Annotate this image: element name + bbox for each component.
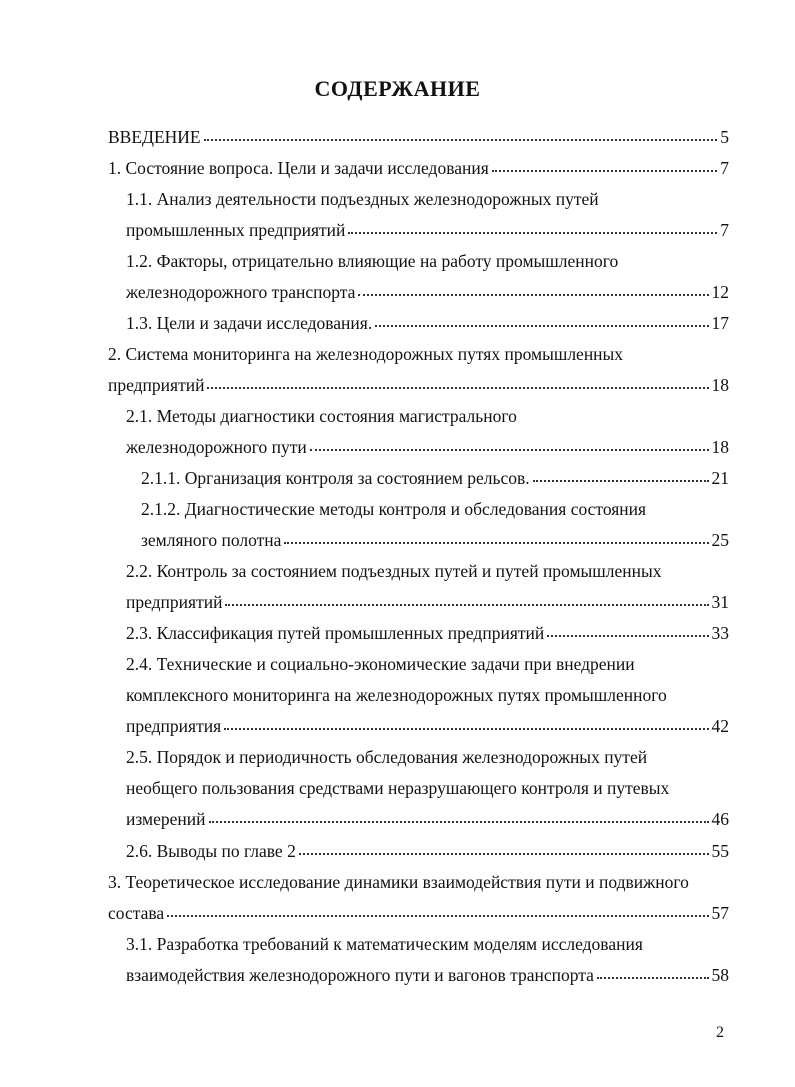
toc-page-number: 46	[711, 809, 729, 829]
toc-entry-text-line: 3.1. Разработка требований к математическим моделям исследования	[126, 934, 643, 954]
dot-leader	[225, 590, 708, 606]
toc-entry-text-line: комплексного мониторинга на железнодорожных путях промышленного	[126, 685, 667, 705]
toc-page-number: 18	[711, 375, 729, 395]
dot-leader	[310, 435, 709, 451]
dot-leader	[204, 125, 718, 141]
toc-entry-text: измерений	[126, 809, 206, 829]
toc-entry-text-line: 2.1.2. Диагностические методы контроля и обследования состояния	[141, 499, 647, 519]
toc-entry-text-line: 2.5. Порядок и периодичность обследования железнодорожных путей	[126, 747, 648, 767]
dot-leader	[207, 373, 708, 389]
toc-entry-text: земляного полотна	[141, 530, 282, 550]
dot-leader	[375, 311, 708, 327]
page-number: 2	[716, 1024, 724, 1041]
toc-page-number: 21	[711, 468, 729, 488]
toc-entry-section-2-1	[126, 436, 729, 458]
toc-entry-text: 2.1.1. Организация контроля за состоянием рельсов.	[141, 468, 530, 488]
toc-entry-section-2-4	[126, 715, 729, 737]
toc-page-number: 31	[711, 592, 729, 612]
dot-leader	[299, 839, 709, 855]
toc-entry-text: 2.6. Выводы по главе 2	[126, 841, 296, 861]
toc-entry-section-1-2	[126, 281, 729, 303]
toc-entry-text-line: 2.1. Методы диагностики состояния магистрального	[126, 406, 517, 426]
toc-entry-text: 1. Состояние вопроса. Цели и задачи исследования	[108, 158, 489, 178]
dot-leader	[209, 807, 709, 823]
toc-entry-section-1-1	[126, 219, 729, 241]
toc-entry-section-2-2	[126, 591, 729, 613]
toc-entry-text-line: 3. Теоретическое исследование динамики взаимодействия пути и подвижного	[108, 872, 689, 892]
toc-page-number: 33	[711, 623, 729, 643]
toc-entry-text-line: необщего пользования средствами неразрушающего контроля и путевых	[126, 778, 670, 798]
toc-entry-section-1-3	[126, 312, 729, 334]
dot-leader	[348, 218, 717, 234]
toc-page-number: 57	[711, 903, 729, 923]
toc-entry-text-line: 2.2. Контроль за состоянием подъездных путей и путей промышленных	[126, 561, 662, 581]
toc-entry-text: предприятий	[126, 592, 223, 612]
dot-leader	[224, 714, 708, 730]
toc-entry-section-2-6	[126, 840, 729, 862]
toc-entry-text: 2.3. Классификация путей промышленных предприятий	[126, 623, 545, 643]
toc-entry-text: состава	[108, 903, 165, 923]
toc-entry-text-line: 1.1. Анализ деятельности подъездных железнодорожных путей	[126, 189, 599, 209]
dot-leader	[597, 963, 709, 979]
toc-entry-introduction	[108, 126, 729, 148]
toc-page-number: 55	[711, 841, 729, 861]
toc-page-number: 7	[720, 220, 729, 240]
dot-leader	[284, 528, 708, 544]
toc-entry-section-3-1	[126, 964, 729, 986]
toc-entry-text-line: 2. Система мониторинга на железнодорожных путях промышленных	[108, 344, 624, 364]
toc-entry-text-line: 2.4. Технические и социально-экономические задачи при внедрении	[126, 654, 635, 674]
toc-page-number: 7	[720, 158, 729, 178]
toc-entry-text: железнодорожного пути	[126, 437, 307, 457]
toc-entry-text: промышленных предприятий	[126, 220, 346, 240]
toc-entry-section-2-5	[126, 808, 729, 830]
toc-entry-text: 1.3. Цели и задачи исследования.	[126, 313, 373, 333]
toc-entry-chapter-1	[108, 157, 729, 179]
toc-page-number: 58	[711, 965, 729, 985]
toc-page-number: 18	[711, 437, 729, 457]
dot-leader	[533, 466, 709, 482]
toc-entry-section-2-1-1	[141, 467, 729, 489]
toc-page-number: 12	[711, 282, 729, 302]
toc-page-number: 42	[711, 716, 729, 736]
toc-entry-section-2-3	[126, 622, 729, 644]
toc-page-number: 17	[711, 313, 729, 333]
page-title: СОДЕРЖАНИЕ	[314, 76, 481, 101]
dot-leader	[167, 901, 708, 917]
toc-entry-text: железнодорожного транспорта	[126, 282, 356, 302]
toc-entry-text: предприятий	[108, 375, 205, 395]
toc-entry-chapter-3	[108, 902, 729, 924]
dot-leader	[547, 621, 708, 637]
toc-entry-text: ВВЕДЕНИЕ	[108, 127, 201, 147]
dot-leader	[358, 280, 708, 296]
dot-leader	[492, 156, 717, 172]
toc-entry-text-line: 1.2. Факторы, отрицательно влияющие на работу промышленного	[126, 251, 619, 271]
toc-page-number: 5	[720, 127, 729, 147]
toc-entry-chapter-2	[108, 374, 729, 396]
toc-entry-section-2-1-2	[141, 529, 729, 551]
toc-entry-text: предприятия	[126, 716, 222, 736]
toc-entry-text: взаимодействия железнодорожного пути и вагонов транспорта	[126, 965, 594, 985]
toc-page-number: 25	[711, 530, 729, 550]
